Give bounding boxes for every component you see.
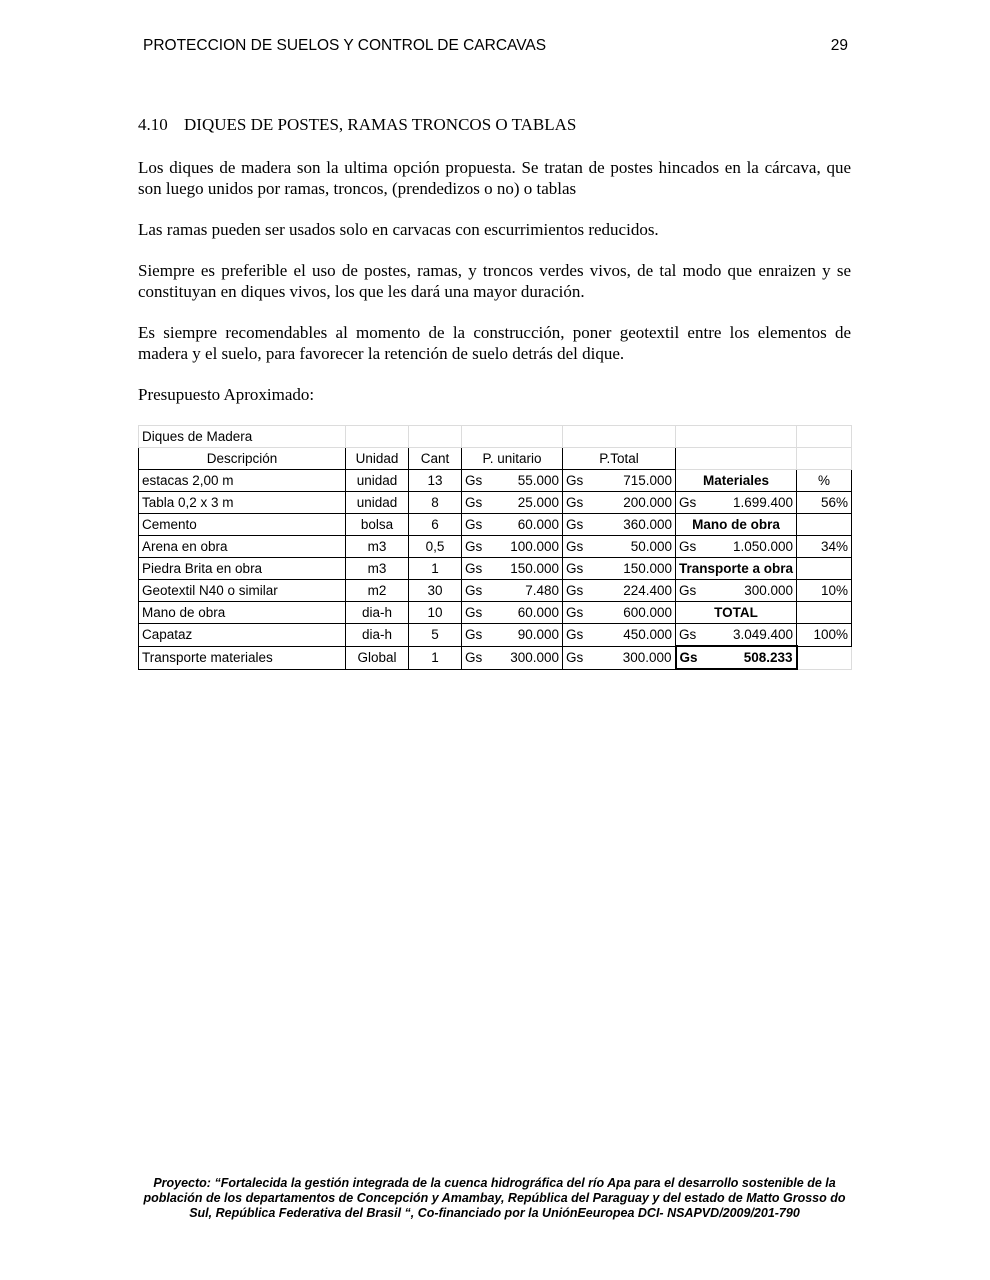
- cell-total-value: 450.000: [623, 627, 672, 643]
- paragraph: Es siempre recomendables al momento de la construcción, poner geotextil entre los elementos de madera y el suelo, para favorecer la retención de suelo detrás del dique.: [138, 323, 851, 363]
- currency-label: Gs: [679, 627, 697, 642]
- cell-unit-price-value: 150.000: [510, 561, 559, 576]
- currency-label: Gs: [465, 473, 483, 488]
- cell-total: [563, 470, 676, 492]
- budget-label: Presupuesto Aproximado:: [138, 385, 315, 404]
- cell-quantity: 6: [409, 514, 462, 536]
- table-caption: Diques de Madera: [139, 426, 346, 448]
- currency-label: Gs: [566, 495, 584, 510]
- table-row: [139, 470, 852, 492]
- cell-quantity: 1: [409, 558, 462, 580]
- summary-cell-value: 508.233: [743, 650, 793, 665]
- section-title-text: DIQUES DE POSTES, RAMAS TRONCOS O TABLAS: [184, 115, 577, 134]
- cell-description: Capataz: [139, 624, 346, 647]
- table-header-row: [139, 448, 852, 470]
- currency-label: Gs: [566, 650, 584, 665]
- currency-label: Gs: [465, 627, 483, 643]
- summary-cell: [676, 492, 797, 514]
- currency-label: Gs: [465, 495, 483, 510]
- cell-total: [563, 646, 676, 669]
- summary-cell-value: 3.049.400: [732, 627, 793, 642]
- cell-total-value: 600.000: [623, 605, 672, 620]
- cell-total: [563, 558, 676, 580]
- cell-unit-price-value: 90.000: [517, 627, 559, 643]
- summary-cell-value: 300.000: [744, 583, 793, 598]
- section-number: 4.10: [138, 115, 168, 134]
- table-row: [139, 492, 852, 514]
- cell-unit: dia-h: [346, 602, 409, 624]
- budget-table: [138, 425, 852, 670]
- column-header: Descripción: [139, 448, 346, 470]
- cell-total: [563, 580, 676, 602]
- column-header: Cant: [409, 448, 462, 470]
- cell-unit-price: [462, 646, 563, 669]
- cell-unit: dia-h: [346, 624, 409, 647]
- cell-unit-price: [462, 536, 563, 558]
- cell-unit-price: [462, 624, 563, 647]
- cell-quantity: 10: [409, 602, 462, 624]
- column-header: P. unitario: [462, 448, 563, 470]
- cell-quantity: 0,5: [409, 536, 462, 558]
- cell-total-value: 360.000: [623, 517, 672, 532]
- cell-unit: bolsa: [346, 514, 409, 536]
- column-header: Unidad: [346, 448, 409, 470]
- cell-unit: m2: [346, 580, 409, 602]
- currency-label: Gs: [566, 517, 584, 532]
- cell-unit-price: [462, 492, 563, 514]
- cell-description: Arena en obra: [139, 536, 346, 558]
- cell-unit-price-value: 60.000: [517, 605, 559, 620]
- table-row: [139, 580, 852, 602]
- cell-unit: m3: [346, 536, 409, 558]
- summary-cell: Transporte a obra: [676, 558, 797, 580]
- cell-unit: unidad: [346, 470, 409, 492]
- summary-cell: Materiales: [676, 470, 797, 492]
- paragraph: Los diques de madera son la ultima opción propuesta. Se tratan de postes hincados en la cárcava, que son luego unidos por ramas, troncos, (prendedizos o no) o tablas: [138, 158, 851, 198]
- cell-unit-price: [462, 580, 563, 602]
- currency-label: Gs: [679, 495, 697, 510]
- cell-total-value: 150.000: [623, 561, 672, 576]
- cell-description: Geotextil N40 o similar: [139, 580, 346, 602]
- cell-quantity: 1: [409, 646, 462, 669]
- summary-percent: %: [797, 470, 852, 492]
- currency-label: Gs: [465, 561, 483, 576]
- column-header: P.Total: [563, 448, 676, 470]
- cell-quantity: 13: [409, 470, 462, 492]
- page-header: [143, 37, 848, 55]
- cell-unit-price-value: 25.000: [517, 495, 559, 510]
- cell-total-value: 715.000: [623, 473, 672, 488]
- currency-label: Gs: [566, 473, 584, 488]
- currency-label: Gs: [566, 561, 584, 576]
- summary-cell-value: 1.050.000: [732, 539, 793, 554]
- cell-total: [563, 514, 676, 536]
- summary-cell: [676, 624, 797, 647]
- cell-quantity: 30: [409, 580, 462, 602]
- currency-label: Gs: [465, 539, 483, 554]
- cell-total: [563, 492, 676, 514]
- cell-total-value: 224.400: [623, 583, 672, 598]
- cell-unit-price-value: 55.000: [517, 473, 559, 488]
- table-row: [139, 624, 852, 647]
- table-caption-row: [139, 426, 852, 448]
- table-row: [139, 558, 852, 580]
- cell-unit-price: [462, 514, 563, 536]
- currency-label: Gs: [465, 583, 483, 598]
- currency-label: Gs: [679, 650, 698, 665]
- cell-unit-price: [462, 602, 563, 624]
- summary-cell: [676, 536, 797, 558]
- summary-percent: 100%: [797, 624, 852, 647]
- cell-total-value: 50.000: [630, 539, 672, 554]
- summary-cell: [676, 646, 797, 669]
- cell-description: Mano de obra: [139, 602, 346, 624]
- summary-percent: [797, 558, 852, 580]
- cell-description: estacas 2,00 m: [139, 470, 346, 492]
- cell-unit: unidad: [346, 492, 409, 514]
- summary-percent: [797, 514, 852, 536]
- summary-percent: 34%: [797, 536, 852, 558]
- summary-percent: 56%: [797, 492, 852, 514]
- cell-total: [563, 602, 676, 624]
- cell-unit-price-value: 7.480: [525, 583, 559, 598]
- currency-label: Gs: [566, 627, 584, 643]
- cell-unit-price: [462, 470, 563, 492]
- currency-label: Gs: [465, 605, 483, 620]
- cell-unit-price-value: 100.000: [510, 539, 559, 554]
- currency-label: Gs: [566, 539, 584, 554]
- page-footer: Proyecto: “Fortalecida la gestión integrada de la cuenca hidrográfica del río Apa para el desarrollo sostenible de la población de los departamentos de Concepción y Amambay, República del Paraguay y del estado de Matto Grosso do Sul, República Federativa del Brasil “, Co-financiado por la UniónEeuropea DCI- NSAPVD/2009/201-790: [143, 1176, 846, 1220]
- cell-unit-price-value: 300.000: [510, 650, 559, 665]
- cell-total: [563, 624, 676, 647]
- currency-label: Gs: [679, 539, 697, 554]
- cell-description: Piedra Brita en obra: [139, 558, 346, 580]
- cell-description: Tabla 0,2 x 3 m: [139, 492, 346, 514]
- cell-quantity: 8: [409, 492, 462, 514]
- header-title: PROTECCION DE SUELOS Y CONTROL DE CARCAVAS: [143, 37, 547, 54]
- summary-cell: Mano de obra: [676, 514, 797, 536]
- summary-cell: TOTAL: [676, 602, 797, 624]
- cell-total: [563, 536, 676, 558]
- cell-total-value: 300.000: [622, 650, 672, 665]
- currency-label: Gs: [465, 517, 483, 532]
- cell-unit-price: [462, 558, 563, 580]
- summary-cell-value: 1.699.400: [732, 495, 793, 510]
- cell-unit: m3: [346, 558, 409, 580]
- currency-label: Gs: [566, 583, 584, 598]
- cell-description: Transporte materiales: [139, 646, 346, 669]
- summary-percent: 10%: [797, 580, 852, 602]
- summary-percent: [797, 646, 852, 669]
- page-number: 29: [830, 37, 848, 54]
- cell-unit-price-value: 60.000: [517, 517, 559, 532]
- currency-label: Gs: [465, 650, 483, 665]
- paragraph: Las ramas pueden ser usados solo en carvacas con escurrimientos reducidos.: [138, 220, 659, 239]
- page-content: [138, 114, 851, 670]
- summary-cell: [676, 580, 797, 602]
- cell-total-value: 200.000: [623, 495, 672, 510]
- paragraph: Siempre es preferible el uso de postes, ramas, y troncos verdes vivos, de tal modo que enraizen y se constituyan en diques vivos, los que les dará una mayor duración.: [138, 261, 851, 301]
- currency-label: Gs: [566, 605, 584, 620]
- summary-percent: [797, 602, 852, 624]
- table-row: [139, 602, 852, 624]
- currency-label: Gs: [679, 583, 697, 598]
- table-row: [139, 646, 852, 669]
- cell-quantity: 5: [409, 624, 462, 647]
- cell-unit: Global: [346, 646, 409, 669]
- cell-description: Cemento: [139, 514, 346, 536]
- table-row: [139, 536, 852, 558]
- table-row: [139, 514, 852, 536]
- section-title: [138, 114, 851, 135]
